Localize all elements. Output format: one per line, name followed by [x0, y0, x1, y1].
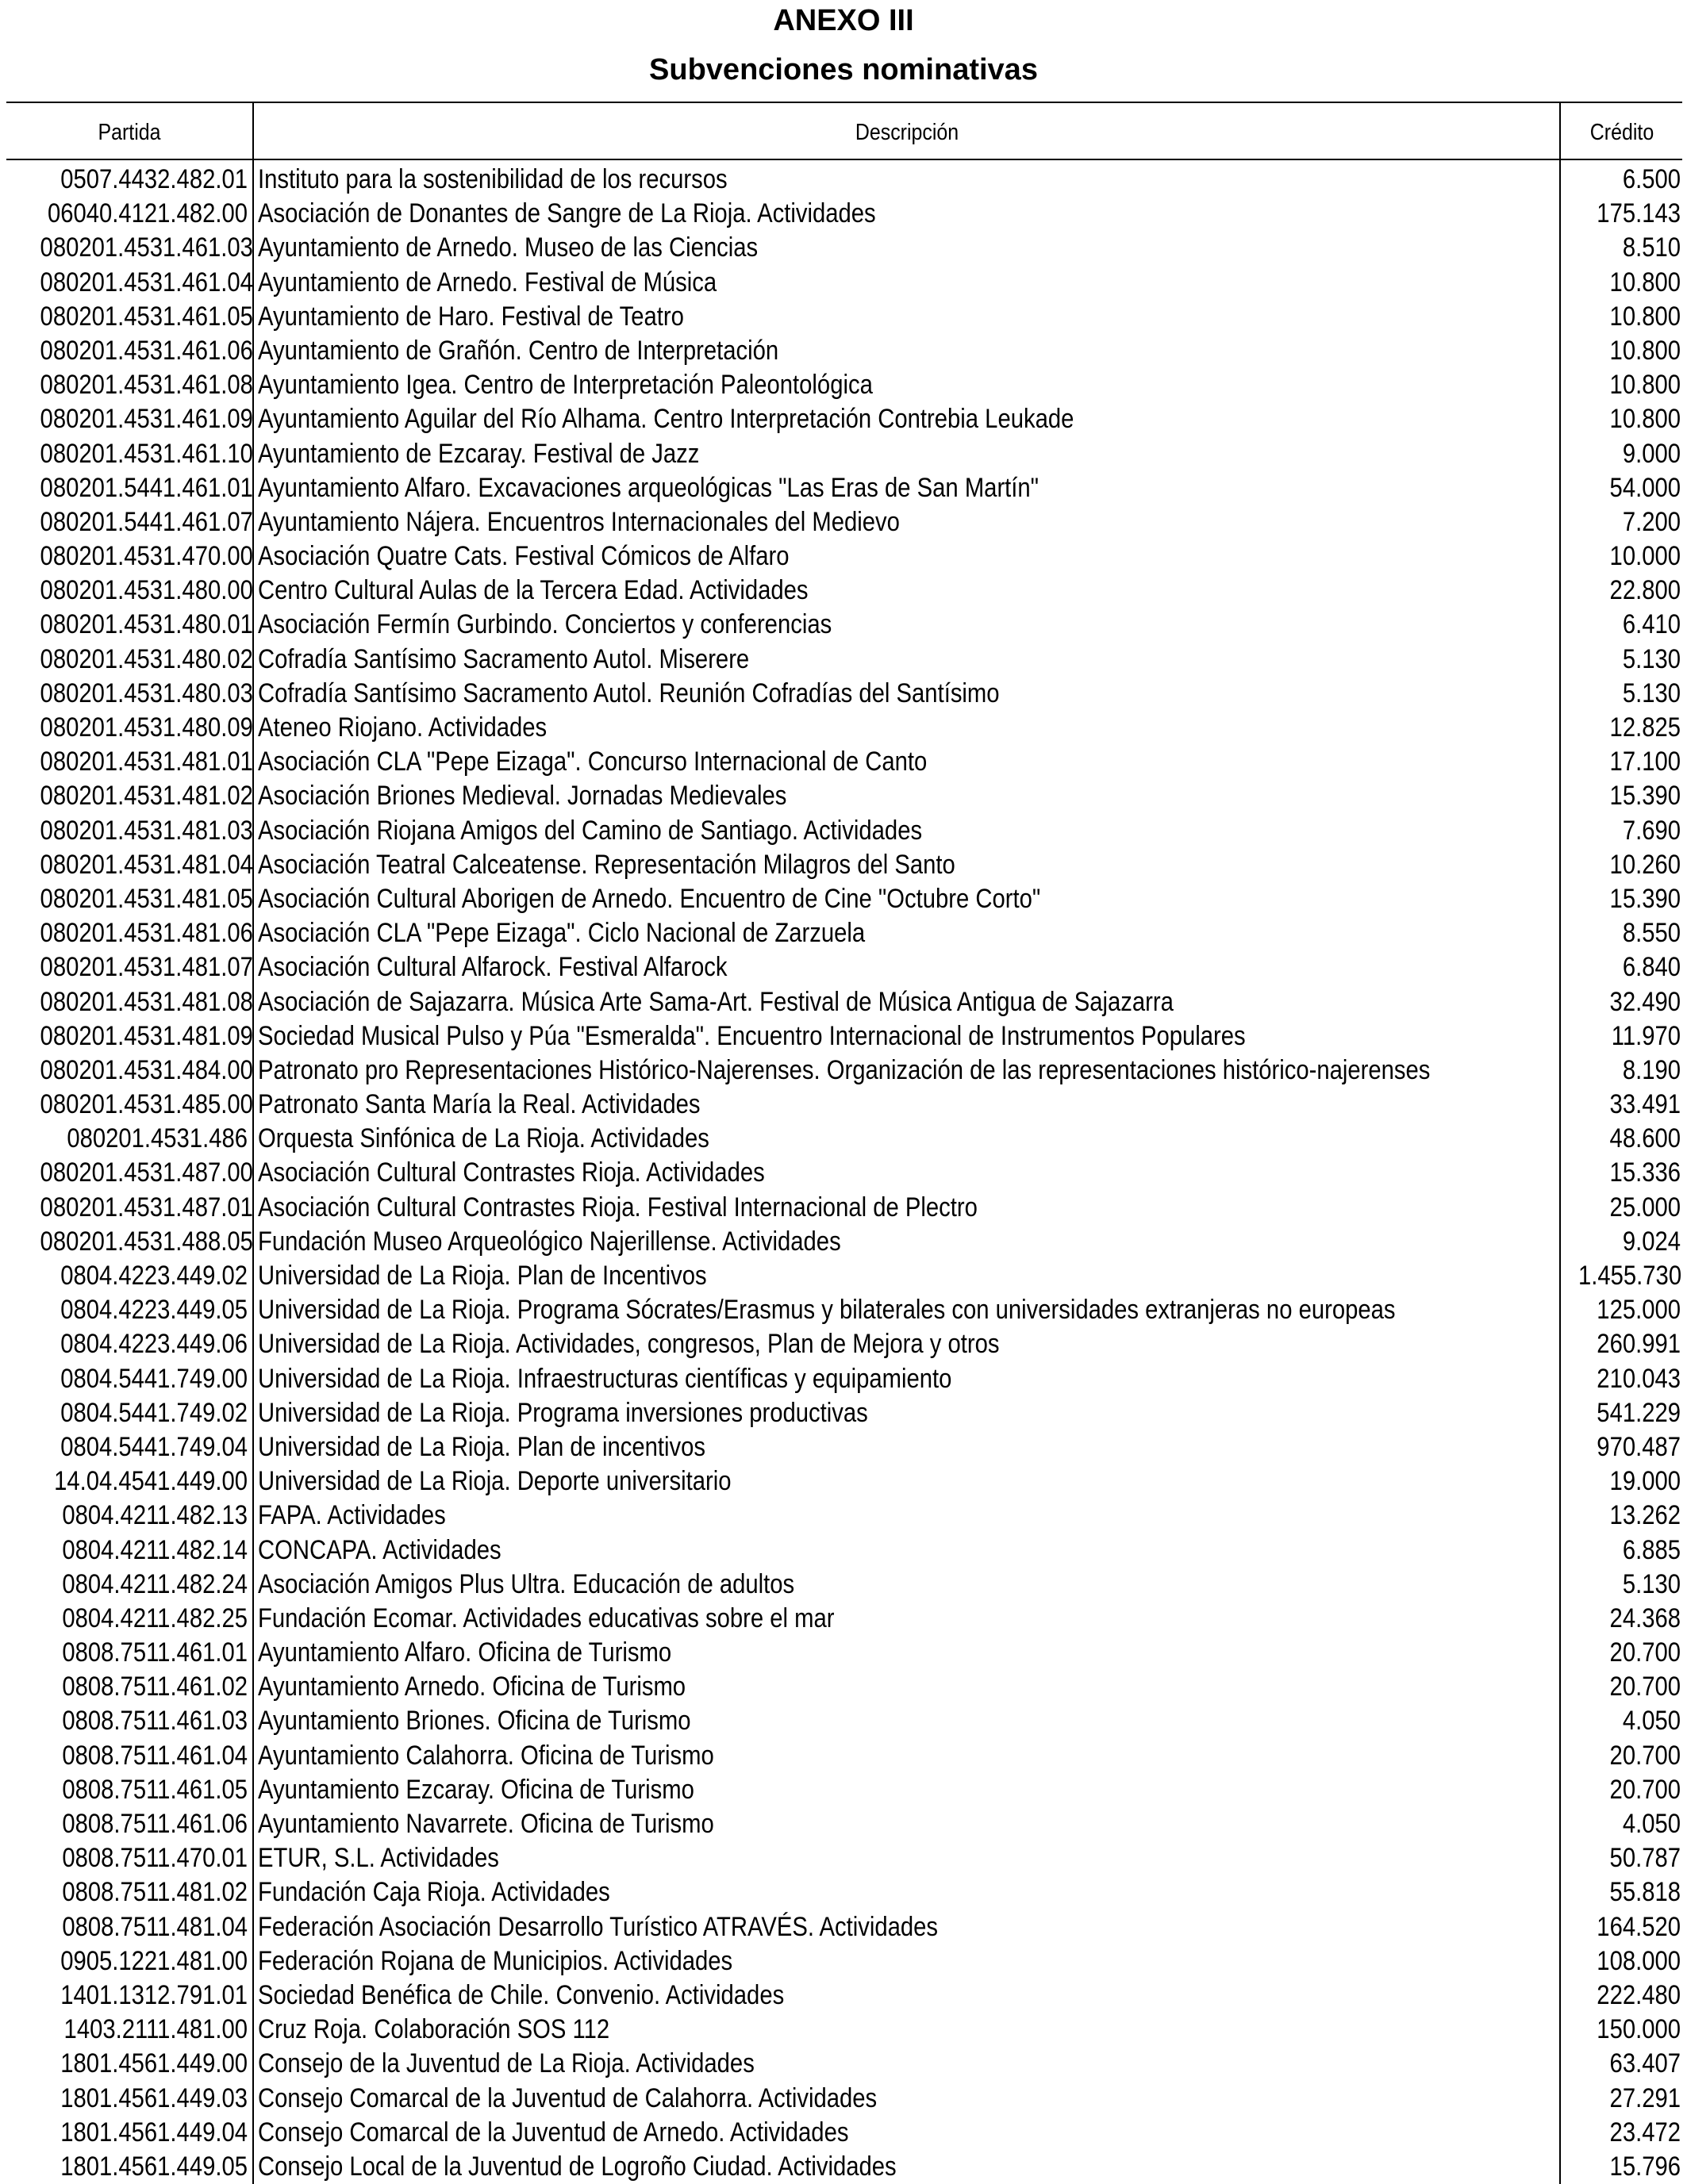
credito-cell: 4.050 [1622, 1809, 1681, 1839]
credito-cell: 54.000 [1609, 472, 1681, 503]
table-row [0, 163, 1687, 197]
table-row [0, 1122, 1687, 1156]
partida-cell: 080201.4531.461.10 [40, 438, 253, 469]
partida-cell: 0804.4211.482.25 [62, 1602, 248, 1633]
partida-cell: 080201.4531.461.04 [40, 267, 253, 297]
descripcion-cell: Consejo Comarcal de la Juventud de Arnedo. Actividades [258, 2117, 849, 2148]
descripcion-cell: Fundación Ecomar. Actividades educativas sobre el mar [258, 1602, 835, 1633]
table-row [0, 2047, 1687, 2081]
partida-cell: 080201.4531.461.05 [40, 301, 253, 332]
descripcion-cell: CONCAPA. Actividades [258, 1534, 501, 1565]
table-row [0, 1841, 1687, 1875]
table-top-rule [6, 102, 1682, 103]
table-row [0, 1739, 1687, 1773]
partida-cell: 0808.7511.481.04 [62, 1911, 248, 1942]
partida-cell: 080201.4531.480.01 [40, 609, 253, 640]
descripcion-cell: Ayuntamiento Igea. Centro de Interpretación Paleontológica [258, 370, 873, 401]
credito-cell: 50.787 [1609, 1843, 1681, 1874]
descripcion-cell: Cruz Roja. Colaboración SOS 112 [258, 2014, 610, 2045]
table-row [0, 1636, 1687, 1670]
credito-cell: 5.130 [1622, 1568, 1681, 1599]
partida-cell: 080201.4531.481.02 [40, 781, 253, 812]
partida-cell: 080201.4531.485.00 [40, 1089, 253, 1120]
credito-cell: 6.500 [1622, 164, 1681, 194]
credito-cell: 15.796 [1609, 2151, 1681, 2182]
descripcion-cell: Ayuntamiento de Grañón. Centro de Interpretación [258, 335, 779, 366]
credito-cell: 13.262 [1609, 1500, 1681, 1531]
table-row [0, 1704, 1687, 1738]
credito-cell: 10.800 [1609, 335, 1681, 366]
descripcion-cell: Ayuntamiento de Arnedo. Museo de las Ciencias [258, 232, 759, 263]
partida-cell: 080201.5441.461.07 [40, 506, 253, 537]
partida-cell: 080201.4531.481.06 [40, 918, 253, 949]
descripcion-cell: Sociedad Musical Pulso y Púa "Esmeralda". Encuentro Internacional de Instrumentos Populares [258, 1020, 1246, 1051]
descripcion-cell: Universidad de La Rioja. Deporte universitario [258, 1466, 732, 1497]
credito-cell: 5.130 [1622, 677, 1681, 708]
descripcion-cell: Instituto para la sostenibilidad de los recursos [258, 164, 728, 194]
credito-cell: 4.050 [1622, 1706, 1681, 1737]
credito-cell: 5.130 [1622, 643, 1681, 674]
credito-cell: 125.000 [1597, 1295, 1681, 1326]
descripcion-cell: Patronato Santa María la Real. Actividades [258, 1089, 701, 1120]
credito-cell: 541.229 [1597, 1397, 1681, 1428]
descripcion-cell: FAPA. Actividades [258, 1500, 446, 1531]
table-row [0, 334, 1687, 368]
credito-cell: 108.000 [1597, 1945, 1681, 1976]
table-body [0, 163, 1687, 2184]
credito-cell: 23.472 [1609, 2117, 1681, 2148]
column-header-credito: Crédito [1589, 120, 1654, 145]
partida-cell: 0804.4211.482.14 [62, 1534, 248, 1565]
partida-cell: 0808.7511.461.03 [62, 1706, 248, 1737]
credito-cell: 15.336 [1609, 1157, 1681, 1188]
partida-cell: 1801.4561.449.03 [60, 2082, 248, 2113]
table-row [0, 779, 1687, 813]
credito-cell: 11.970 [1611, 1020, 1681, 1051]
partida-cell: 0808.7511.461.05 [62, 1774, 248, 1805]
descripcion-cell: Federación Rojana de Municipios. Actividades [258, 1945, 733, 1976]
table-row [0, 1568, 1687, 1602]
descripcion-cell: Centro Cultural Aulas de la Tercera Edad. Actividades [258, 575, 809, 606]
partida-cell: 080201.4531.480.03 [40, 677, 253, 708]
credito-cell: 6.885 [1622, 1534, 1681, 1565]
partida-cell: 080201.4531.461.06 [40, 335, 253, 366]
credito-cell: 10.800 [1609, 301, 1681, 332]
credito-cell: 150.000 [1597, 2014, 1681, 2045]
descripcion-cell: Consejo Comarcal de la Juventud de Calahorra. Actividades [258, 2082, 878, 2113]
descripcion-cell: Universidad de La Rioja. Actividades, congresos, Plan de Mejora y otros [258, 1329, 1000, 1360]
table-row [0, 1807, 1687, 1841]
descripcion-cell: Fundación Museo Arqueológico Najerillense. Actividades [258, 1226, 841, 1257]
table-row [0, 1533, 1687, 1568]
descripcion-cell: Ayuntamiento Navarrete. Oficina de Turismo [258, 1809, 714, 1839]
table-row [0, 1088, 1687, 1122]
table-row [0, 197, 1687, 231]
credito-cell: 27.291 [1609, 2082, 1681, 2113]
partida-cell: 1401.1312.791.01 [60, 1979, 248, 2010]
descripcion-cell: Cofradía Santísimo Sacramento Autol. Reunión Cofradías del Santísimo [258, 677, 1000, 708]
table-row [0, 1602, 1687, 1636]
descripcion-cell: Universidad de La Rioja. Infraestructuras científicas y equipamiento [258, 1363, 952, 1394]
table-row [0, 1464, 1687, 1499]
credito-cell: 10.800 [1609, 267, 1681, 297]
partida-cell: 0808.7511.461.02 [62, 1672, 248, 1702]
credito-cell: 8.190 [1622, 1054, 1681, 1085]
descripcion-cell: Ayuntamiento de Haro. Festival de Teatro [258, 301, 684, 332]
document-title: ANEXO III [773, 4, 914, 37]
credito-cell: 10.260 [1609, 849, 1681, 880]
credito-cell: 7.200 [1622, 506, 1681, 537]
partida-cell: 0804.4211.482.24 [62, 1568, 248, 1599]
credito-cell: 19.000 [1609, 1466, 1681, 1497]
credito-cell: 15.390 [1609, 883, 1681, 914]
descripcion-cell: Ayuntamiento de Ezcaray. Festival de Jazz [258, 438, 700, 469]
table-row [0, 1773, 1687, 1807]
table-row [0, 1225, 1687, 1259]
partida-cell: 080201.4531.461.03 [40, 232, 253, 263]
partida-cell: 080201.4531.486 [67, 1123, 248, 1154]
table-row [0, 574, 1687, 608]
partida-cell: 1403.2111.481.00 [63, 2014, 248, 2045]
credito-cell: 12.825 [1609, 712, 1681, 743]
table-row [0, 1430, 1687, 1464]
table-row [0, 950, 1687, 985]
partida-cell: 0808.7511.470.01 [62, 1843, 248, 1874]
descripcion-cell: ETUR, S.L. Actividades [258, 1843, 499, 1874]
descripcion-cell: Asociación CLA "Pepe Eizaga". Ciclo Nacional de Zarzuela [258, 918, 866, 949]
descripcion-cell: Universidad de La Rioja. Programa inversiones productivas [258, 1397, 868, 1428]
table-row [0, 1944, 1687, 1979]
partida-cell: 06040.4121.482.00 [47, 198, 248, 229]
partida-cell: 0804.4223.449.06 [60, 1329, 248, 1360]
table-row [0, 745, 1687, 779]
table-row [0, 1293, 1687, 1327]
credito-cell: 260.991 [1597, 1329, 1681, 1360]
descripcion-cell: Asociación Cultural Aborigen de Arnedo. Encuentro de Cine "Octubre Corto" [258, 883, 1041, 914]
credito-cell: 210.043 [1597, 1363, 1681, 1394]
descripcion-cell: Asociación de Sajazarra. Música Arte Sama-Art. Festival de Música Antigua de Sajazarra [258, 986, 1174, 1017]
credito-cell: 6.840 [1622, 952, 1681, 983]
table-row [0, 1191, 1687, 1225]
table-row [0, 402, 1687, 436]
descripcion-cell: Asociación CLA "Pepe Eizaga". Concurso Internacional de Canto [258, 747, 928, 777]
descripcion-cell: Cofradía Santísimo Sacramento Autol. Miserere [258, 643, 750, 674]
descripcion-cell: Ayuntamiento Arnedo. Oficina de Turismo [258, 1672, 686, 1702]
partida-cell: 0808.7511.461.04 [62, 1740, 248, 1771]
credito-cell: 48.600 [1609, 1123, 1681, 1154]
table-row [0, 1396, 1687, 1430]
descripcion-cell: Ateneo Riojano. Actividades [258, 712, 548, 743]
descripcion-cell: Ayuntamiento Alfaro. Excavaciones arqueológicas "Las Eras de San Martín" [258, 472, 1039, 503]
descripcion-cell: Asociación Fermín Gurbindo. Conciertos y conferencias [258, 609, 832, 640]
partida-cell: 0804.4211.482.13 [62, 1500, 248, 1531]
table-row [0, 1910, 1687, 1944]
partida-cell: 0804.5441.749.04 [60, 1431, 248, 1462]
table-row [0, 266, 1687, 300]
credito-cell: 63.407 [1609, 2048, 1681, 2079]
table-row [0, 985, 1687, 1019]
table-row [0, 882, 1687, 916]
table-row [0, 300, 1687, 334]
descripcion-cell: Asociación Cultural Contrastes Rioja. Festival Internacional de Plectro [258, 1192, 978, 1223]
table-row [0, 1499, 1687, 1533]
table-row [0, 2013, 1687, 2047]
table-row [0, 677, 1687, 711]
header-bottom-rule [6, 159, 1682, 160]
credito-cell: 970.487 [1597, 1431, 1681, 1462]
table-row [0, 2082, 1687, 2116]
partida-cell: 080201.4531.481.09 [40, 1020, 253, 1051]
partida-cell: 0804.4223.449.05 [60, 1295, 248, 1326]
descripcion-cell: Federación Asociación Desarrollo Turístico ATRAVÉS. Actividades [258, 1911, 939, 1942]
credito-cell: 175.143 [1597, 198, 1681, 229]
credito-cell: 9.000 [1622, 438, 1681, 469]
table-row [0, 916, 1687, 950]
partida-cell: 080201.4531.481.07 [40, 952, 253, 983]
partida-cell: 0804.5441.749.02 [60, 1397, 248, 1428]
credito-cell: 8.550 [1622, 918, 1681, 949]
descripcion-cell: Patronato pro Representaciones Histórico-Najerenses. Organización de las representaciones histórico-najerenses [258, 1054, 1431, 1085]
credito-cell: 8.510 [1622, 232, 1681, 263]
table-row [0, 814, 1687, 848]
descripcion-cell: Ayuntamiento Nájera. Encuentros Internacionales del Medievo [258, 506, 900, 537]
table-row [0, 2116, 1687, 2150]
table-row [0, 1362, 1687, 1396]
descripcion-cell: Orquesta Sinfónica de La Rioja. Actividades [258, 1123, 709, 1154]
document-subtitle: Subvenciones nominativas [649, 53, 1038, 86]
credito-cell: 25.000 [1609, 1192, 1681, 1223]
partida-cell: 080201.4531.481.05 [40, 883, 253, 914]
credito-cell: 15.390 [1609, 781, 1681, 812]
credito-cell: 33.491 [1609, 1089, 1681, 1120]
credito-cell: 24.368 [1609, 1602, 1681, 1633]
partida-cell: 080201.4531.481.03 [40, 815, 253, 846]
partida-cell: 0808.7511.461.01 [62, 1637, 248, 1668]
table-row [0, 471, 1687, 505]
partida-cell: 0905.1221.481.00 [60, 1945, 248, 1976]
credito-cell: 9.024 [1622, 1226, 1681, 1257]
partida-cell: 080201.4531.461.09 [40, 404, 253, 435]
credito-cell: 32.490 [1609, 986, 1681, 1017]
credito-cell: 10.000 [1609, 541, 1681, 572]
descripcion-cell: Asociación de Donantes de Sangre de La Rioja. Actividades [258, 198, 876, 229]
descripcion-cell: Asociación Teatral Calceatense. Representación Milagros del Santo [258, 849, 955, 880]
partida-cell: 080201.5441.461.01 [40, 472, 253, 503]
partida-cell: 1801.4561.449.04 [60, 2117, 248, 2148]
descripcion-cell: Ayuntamiento Alfaro. Oficina de Turismo [258, 1637, 672, 1668]
table-row [0, 368, 1687, 402]
partida-cell: 080201.4531.481.08 [40, 986, 253, 1017]
partida-cell: 080201.4531.487.01 [40, 1192, 253, 1223]
descripcion-cell: Asociación Amigos Plus Ultra. Educación de adultos [258, 1568, 795, 1599]
partida-cell: 080201.4531.481.04 [40, 849, 253, 880]
partida-cell: 0808.7511.481.02 [62, 1877, 248, 1908]
credito-cell: 20.700 [1609, 1740, 1681, 1771]
partida-cell: 080201.4531.461.08 [40, 370, 253, 401]
table-row [0, 1875, 1687, 1910]
descripcion-cell: Ayuntamiento de Arnedo. Festival de Música [258, 267, 717, 297]
descripcion-cell: Ayuntamiento Briones. Oficina de Turismo [258, 1706, 691, 1737]
partida-cell: 1801.4561.449.05 [60, 2151, 248, 2182]
credito-cell: 222.480 [1597, 1979, 1681, 2010]
partida-cell: 080201.4531.481.01 [40, 747, 253, 777]
partida-cell: 080201.4531.487.00 [40, 1157, 253, 1188]
table-row [0, 1670, 1687, 1704]
credito-cell: 164.520 [1597, 1911, 1681, 1942]
table-row [0, 711, 1687, 745]
table-row [0, 1259, 1687, 1293]
credito-cell: 7.690 [1622, 815, 1681, 846]
table-row [0, 231, 1687, 265]
partida-cell: 080201.4531.480.02 [40, 643, 253, 674]
table-row [0, 643, 1687, 677]
partida-cell: 080201.4531.488.05 [40, 1226, 253, 1257]
table-row [0, 1327, 1687, 1361]
descripcion-cell: Ayuntamiento Ezcaray. Oficina de Turismo [258, 1774, 694, 1805]
partida-cell: 080201.4531.480.00 [40, 575, 253, 606]
descripcion-cell: Asociación Cultural Alfarock. Festival Alfarock [258, 952, 728, 983]
table-row [0, 1019, 1687, 1054]
table-row [0, 2150, 1687, 2184]
partida-cell: 1801.4561.449.00 [60, 2048, 248, 2079]
partida-cell: 0804.5441.749.00 [60, 1363, 248, 1394]
table-row [0, 437, 1687, 471]
table-row [0, 608, 1687, 642]
descripcion-cell: Ayuntamiento Aguilar del Río Alhama. Centro Interpretación Contrebia Leukade [258, 404, 1074, 435]
partida-cell: 080201.4531.480.09 [40, 712, 253, 743]
table-row [0, 1979, 1687, 2013]
descripcion-cell: Sociedad Benéfica de Chile. Convenio. Actividades [258, 1979, 785, 2010]
table-row [0, 1156, 1687, 1190]
descripcion-cell: Asociación Briones Medieval. Jornadas Medievales [258, 781, 787, 812]
partida-cell: 14.04.4541.449.00 [54, 1466, 248, 1497]
descripcion-cell: Asociación Quatre Cats. Festival Cómicos de Alfaro [258, 541, 790, 572]
table-row [0, 539, 1687, 574]
credito-cell: 1.455.730 [1578, 1261, 1682, 1291]
credito-cell: 10.800 [1609, 370, 1681, 401]
descripcion-cell: Ayuntamiento Calahorra. Oficina de Turismo [258, 1740, 714, 1771]
table-row [0, 505, 1687, 539]
partida-cell: 0808.7511.461.06 [62, 1809, 248, 1839]
descripcion-cell: Asociación Riojana Amigos del Camino de Santiago. Actividades [258, 815, 923, 846]
table-row [0, 848, 1687, 882]
credito-cell: 55.818 [1609, 1877, 1681, 1908]
descripcion-cell: Universidad de La Rioja. Programa Sócrates/Erasmus y bilaterales con universidades extranjeras no europeas [258, 1295, 1396, 1326]
credito-cell: 20.700 [1609, 1637, 1681, 1668]
credito-cell: 17.100 [1609, 747, 1681, 777]
column-header-partida: Partida [98, 120, 161, 145]
table-row [0, 1054, 1687, 1088]
partida-cell: 080201.4531.470.00 [40, 541, 253, 572]
descripcion-cell: Universidad de La Rioja. Plan de incentivos [258, 1431, 706, 1462]
credito-cell: 22.800 [1609, 575, 1681, 606]
credito-cell: 6.410 [1622, 609, 1681, 640]
descripcion-cell: Fundación Caja Rioja. Actividades [258, 1877, 610, 1908]
partida-cell: 0507.4432.482.01 [60, 164, 248, 194]
descripcion-cell: Asociación Cultural Contrastes Rioja. Actividades [258, 1157, 765, 1188]
descripcion-cell: Universidad de La Rioja. Plan de Incentivos [258, 1261, 707, 1291]
column-header-descripcion: Descripción [855, 120, 959, 145]
descripcion-cell: Consejo de la Juventud de La Rioja. Actividades [258, 2048, 755, 2079]
credito-cell: 10.800 [1609, 404, 1681, 435]
partida-cell: 080201.4531.484.00 [40, 1054, 253, 1085]
credito-cell: 20.700 [1609, 1774, 1681, 1805]
credito-cell: 20.700 [1609, 1672, 1681, 1702]
descripcion-cell: Consejo Local de la Juventud de Logroño Ciudad. Actividades [258, 2151, 897, 2182]
partida-cell: 0804.4223.449.02 [60, 1261, 248, 1291]
